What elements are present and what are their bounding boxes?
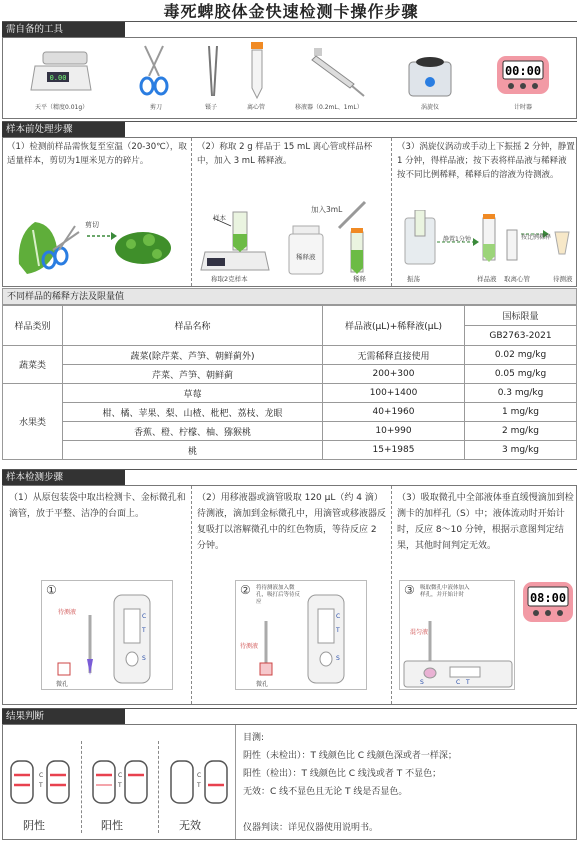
table-row — [3, 384, 577, 403]
svg-text:00:00: 00:00 — [504, 64, 542, 78]
section-bar-pretreat — [2, 121, 577, 137]
invalid-card — [171, 761, 227, 803]
section-bar-detect — [2, 469, 577, 485]
th-limit: 国标限量 — [465, 306, 577, 326]
cell-ratio: 10+990 — [323, 422, 465, 441]
tweezers-icon — [205, 44, 221, 98]
pretreat-step-1: （1）检测前样品需恢复至室温（20-30℃），取适量样本，剪切为1厘米见方的碎片。 — [7, 142, 187, 166]
svg-text:0.00: 0.00 — [49, 74, 67, 82]
section-title-tools: 需自备的工具 — [2, 22, 125, 37]
cell-name: 草莓 — [63, 384, 323, 403]
label-diluent: 稀释液 — [296, 253, 316, 261]
svg-text:C: C — [197, 772, 202, 779]
vortex-icon — [407, 52, 453, 98]
cell-limit: 3 mg/kg — [465, 441, 577, 460]
dilution-table — [2, 305, 577, 460]
cell-name: 香蕉、橙、柠檬、柚、猕猴桃 — [63, 422, 323, 441]
cell-ratio: 15+1985 — [323, 441, 465, 460]
result-line-negative: 阴性（未检出）：T 线颜色比 C 线颜色深或者一样深； — [243, 751, 457, 761]
cell-limit: 0.3 mg/kg — [465, 384, 577, 403]
tools-panel — [2, 37, 577, 119]
scale-icon — [29, 46, 93, 96]
pipette-icon — [308, 44, 368, 98]
cell-name: 桃 — [63, 441, 323, 460]
result-cards-illustration — [3, 753, 235, 813]
timer-icon — [495, 54, 551, 96]
timer-icon — [521, 580, 575, 624]
label-settle: 静置1分钟 — [443, 236, 471, 243]
svg-text:08:00: 08:00 — [529, 591, 567, 605]
cell-name: 芹菜、芦笋、朝鲜蓟 — [63, 365, 323, 384]
positive-card — [93, 761, 147, 803]
tool-label-tweezers: 镊子 — [205, 104, 218, 111]
detect-illustration-1: ① 待测液 微孔 C T S — [41, 580, 173, 690]
tool-label-pipette: 移液器（0.2mL、1mL） — [295, 104, 363, 111]
section-title-pretreat: 样本前处理步骤 — [2, 122, 125, 137]
detect-step-2: （2）用移液器或滴管吸取 120 µL（约 4 滴）待测液，滴加到金标微孔中，用滴管或移液器反复吸打以溶解微孔中的红色物质，等待反应 2 分钟。 — [197, 493, 387, 551]
cell-name: 蔬菜(除芹菜、芦笋、朝鲜蓟外) — [63, 346, 323, 365]
cell-ratio: 100+1400 — [323, 384, 465, 403]
section-bar-tools — [2, 21, 577, 37]
result-line-instrument: 仪器判读：详见仪器使用说明书。 — [243, 823, 379, 833]
th-ratio: 样品液(µL)+稀释液(µL) — [323, 306, 465, 346]
page-title: 毒死蜱胶体金快速检测卡操作步骤 — [163, 2, 419, 21]
label-dilute: 稀释 — [353, 275, 366, 283]
cell-cat: 水果类 — [3, 384, 63, 460]
svg-text:C: C — [39, 772, 44, 779]
cell-limit: 0.05 mg/kg — [465, 365, 577, 384]
vortex-dilution-illustration — [397, 210, 575, 282]
cell-ratio: 200+300 — [323, 365, 465, 384]
label-shake: 振荡 — [407, 275, 420, 283]
label-test-liquid: 待测液 — [553, 275, 573, 283]
cut-caption: 剪切 — [85, 221, 99, 229]
svg-text:C: C — [118, 772, 123, 779]
detect-step-3: （3）吸取微孔中全部液体垂直缓慢滴加到检测卡的加样孔（S）中；液体流动时开始计时，反应 8～10 分钟，根据示意图判定结果，其他时间判定无效。 — [397, 493, 574, 551]
detect-panel — [2, 485, 577, 705]
section-title-dilution: 不同样品的稀释方法及限量值 — [2, 288, 577, 305]
pretreat-step-3: （3）涡旋仪涡动或手动上下振摇 2 分钟，静置 1 分钟，得样品液；按下表将样品液与稀释液按不同比例稀释，稀释后的溶液为待测液。 — [397, 142, 575, 180]
tool-label-scissors: 剪刀 — [150, 104, 163, 111]
svg-text:T: T — [118, 782, 122, 789]
tool-label-tube: 离心管 — [247, 104, 266, 111]
label-take-tube: 取离心管 — [504, 275, 530, 283]
label-add-3ml: 加入3mL — [311, 205, 343, 214]
cell-limit: 2 mg/kg — [465, 422, 577, 441]
result-label-invalid: 无效 — [179, 819, 201, 832]
table-row — [3, 422, 577, 441]
svg-text:T: T — [197, 782, 201, 789]
cell-ratio: 40+1960 — [323, 403, 465, 422]
svg-text:T: T — [39, 782, 43, 789]
cell-limit: 1 mg/kg — [465, 403, 577, 422]
weighing-illustration — [199, 198, 385, 284]
scissors-icon — [137, 44, 171, 98]
result-panel — [2, 724, 577, 840]
section-title-detect: 样本检测步骤 — [2, 470, 125, 485]
section-bar-result — [2, 708, 577, 724]
label-sample-liquid: 样品液 — [477, 275, 497, 283]
label-sample: 样本 — [213, 214, 226, 222]
cell-ratio: 无需稀释直接使用 — [323, 346, 465, 365]
result-line-positive: 阳性（检出）：T 线颜色比 C 线浅或者 T 不显色； — [243, 769, 442, 779]
result-label-positive: 阳性 — [101, 819, 123, 832]
result-label-negative: 阴性 — [23, 819, 45, 832]
tool-label-vortex: 涡旋仪 — [421, 104, 440, 111]
tool-label-timer: 计时器 — [514, 104, 533, 111]
cell-name: 柑、橘、苹果、梨、山楂、枇杷、荔枝、龙眼 — [63, 403, 323, 422]
th-standard: GB2763-2021 — [465, 326, 577, 346]
cell-cat: 蔬菜类 — [3, 346, 63, 384]
label-ratio-dilute: 按比例稀释 — [521, 234, 552, 241]
detect-illustration-2: ② 将待测液加入微孔，吸打后等待反应 待测液 微孔 C T S — [235, 580, 367, 690]
table-row — [3, 365, 577, 384]
cutting-illustration — [9, 204, 185, 284]
result-heading: 目测: — [243, 733, 265, 743]
negative-card — [11, 761, 69, 803]
cell-limit: 0.02 mg/kg — [465, 346, 577, 365]
detect-step-1: （1）从原包装袋中取出检测卡、金标微孔和滴管，放于平整、洁净的台面上。 — [9, 493, 186, 519]
table-row — [3, 441, 577, 460]
tool-label-scale: 天平（精度0.01g） — [35, 104, 89, 111]
table-row — [3, 403, 577, 422]
th-name: 样品名称 — [63, 306, 323, 346]
tube-icon — [248, 42, 266, 100]
pretreat-panel — [2, 137, 577, 287]
table-row — [3, 346, 577, 365]
pretreat-step-2: （2）称取 2 g 样品于 15 mL 离心管或样品杯中，加入 3 mL 稀释液。 — [197, 142, 373, 166]
result-line-invalid: 无效：C 线不显色且无论 T 线是否显色。 — [243, 787, 408, 797]
detect-illustration-3: ③ 吸取微孔中液体加入样孔，并开始计时 混匀液 S C T — [399, 580, 515, 690]
label-weigh-2g: 称取2克样本 — [211, 275, 248, 283]
section-title-result: 结果判断 — [2, 709, 125, 724]
th-category: 样品类别 — [3, 306, 63, 346]
